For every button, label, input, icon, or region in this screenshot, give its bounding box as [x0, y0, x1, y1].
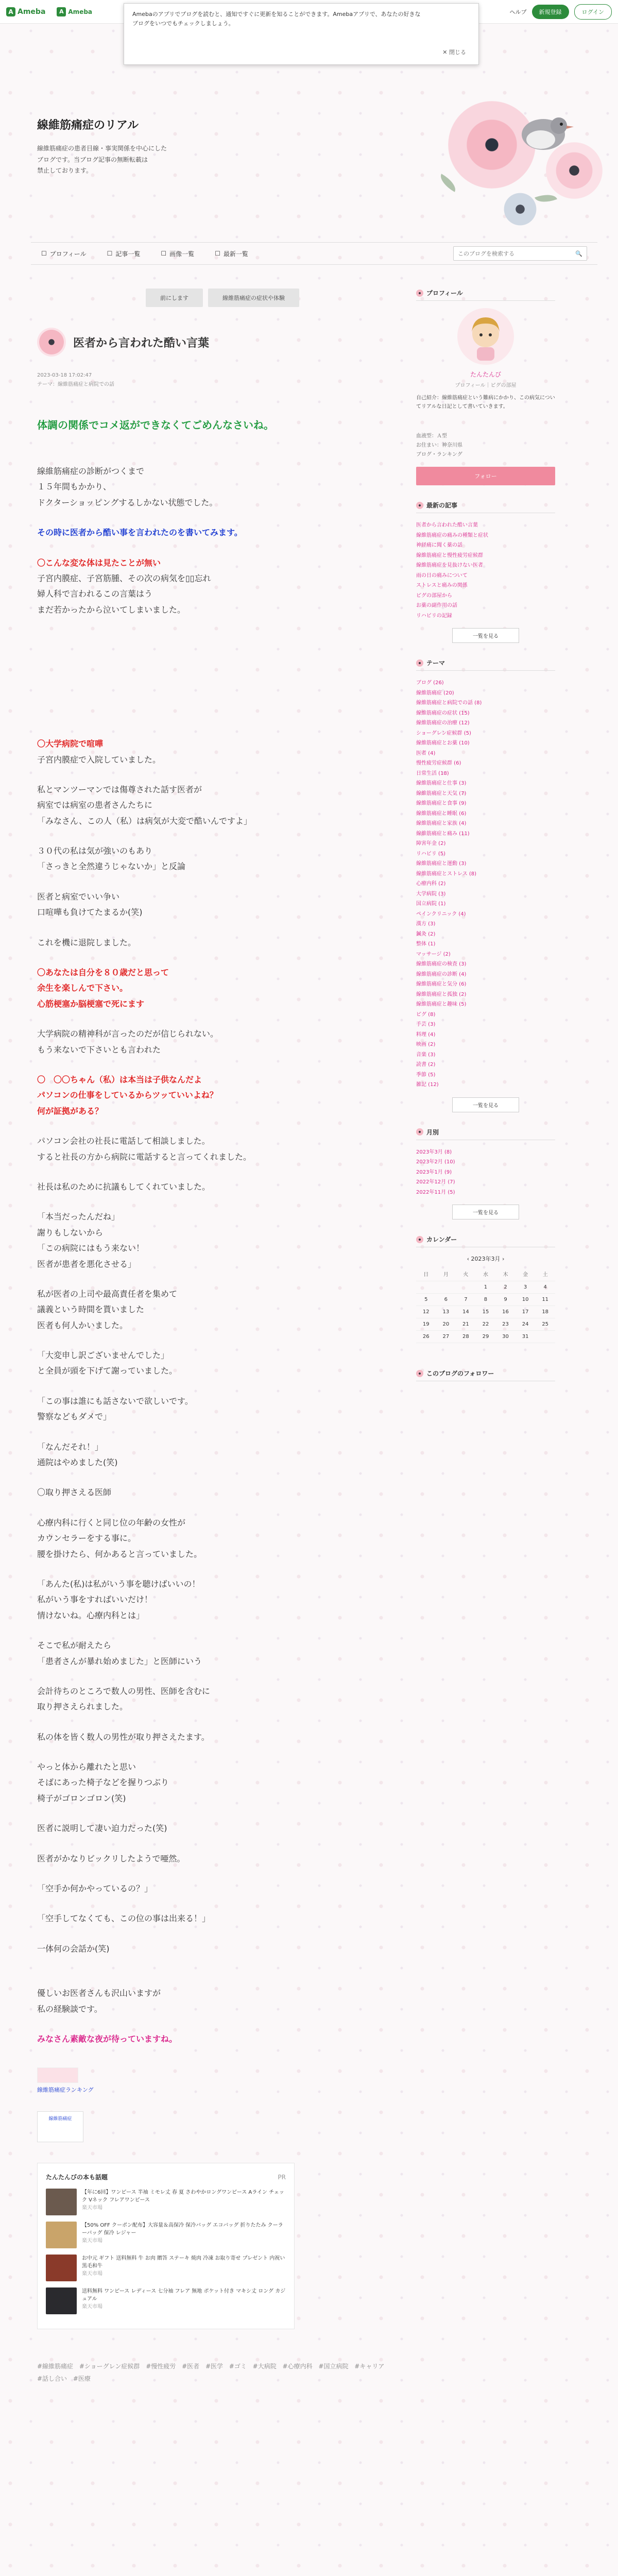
- nav-images[interactable]: ☐ 画像一覧: [161, 250, 195, 258]
- theme-item[interactable]: 心療内科 (2): [416, 881, 446, 887]
- entry-heading-4: 〇 〇〇ちゃん（私）は本当は子供なんだよ パソコンの仕事をしているからツッていいよね？ 何が証拠がある？: [37, 1074, 218, 1116]
- theme-item[interactable]: 読書 (2): [416, 1062, 436, 1067]
- calendar-section-title: カレンダー: [416, 1235, 555, 1247]
- recent-item[interactable]: 線維筋痛症と慢性疲労症候群: [416, 552, 483, 558]
- archive-item[interactable]: 2022年11月 (5): [416, 1189, 455, 1195]
- archive-list: [416, 1147, 555, 1198]
- ranking-link[interactable]: 線維筋痛症ランキング: [37, 2087, 94, 2094]
- calendar-day[interactable]: 26: [416, 1331, 436, 1343]
- blog-description: 線維筋痛症の患者目線・事実関係を中心にした ブログです。当ブログ記事の無断転載は 禁止しております。: [37, 145, 167, 175]
- blog-search-input[interactable]: [458, 250, 575, 257]
- entry-blue-line: その時に医者から酷い事を言われたのを書いてみます。: [37, 528, 243, 538]
- entry-date: 2023-03-18 17:02:47: [37, 372, 92, 378]
- theme-item[interactable]: 医者 (4): [416, 750, 436, 756]
- calendar-weekday: 土: [535, 1267, 555, 1281]
- calendar-day: [436, 1281, 456, 1294]
- theme-item[interactable]: 整体 (1): [416, 941, 436, 947]
- entry-lead: 体調の関係でコメ返ができなくてごめんなさいね。: [37, 419, 274, 431]
- theme-item[interactable]: ペインクリニック (4): [416, 911, 466, 917]
- calendar-day[interactable]: 5: [416, 1294, 436, 1306]
- theme-item[interactable]: 漢方 (3): [416, 921, 436, 927]
- calendar-day[interactable]: 28: [456, 1331, 476, 1343]
- login-button[interactable]: ログイン: [574, 4, 612, 20]
- theme-item[interactable]: ピグ (8): [416, 1011, 436, 1018]
- profile-section-title: プロフィール: [416, 289, 555, 301]
- entry-top-buttons: [37, 289, 387, 307]
- ameba-logo-text: Ameba: [18, 7, 46, 16]
- theme-item[interactable]: 線維筋痛症と家族 (4): [416, 821, 467, 826]
- ad-thumbnail: [46, 2189, 77, 2215]
- leaf-decoration: [437, 174, 459, 192]
- calendar-day[interactable]: 7: [456, 1294, 476, 1306]
- follower-section-title: このブログのフォロワー: [416, 1369, 555, 1381]
- calendar-day[interactable]: 25: [535, 1318, 555, 1331]
- ad-thumbnail: [46, 2287, 77, 2314]
- flower-icon: [416, 502, 423, 509]
- archive-item[interactable]: 2023年2月 (10): [416, 1159, 455, 1165]
- blog-title[interactable]: 線維筋痛症のリアル: [37, 119, 139, 132]
- sidebar: [416, 289, 555, 1388]
- recent-section-title: 最新の記事: [416, 501, 555, 513]
- theme-item[interactable]: 慢性疲労症候群 (6): [416, 760, 461, 766]
- calendar-day: [456, 1281, 476, 1294]
- recent-list: [416, 520, 555, 621]
- ameba-blog-icon: A: [57, 7, 66, 16]
- calendar-day[interactable]: 16: [495, 1306, 516, 1318]
- calendar-day[interactable]: 10: [516, 1294, 536, 1306]
- profile-avatar[interactable]: [457, 308, 514, 365]
- calendar-day[interactable]: 17: [516, 1306, 536, 1318]
- calendar-weekday: 月: [436, 1267, 456, 1281]
- entry-header: [37, 328, 387, 357]
- calendar-day[interactable]: 19: [416, 1318, 436, 1331]
- ad-item[interactable]: 送料無料 ワンピース レディース 七分袖 フレア 無地 ポケット付き マキシ丈 ロング カジュアル 楽天市場: [46, 2287, 286, 2314]
- calendar-day[interactable]: 23: [495, 1318, 516, 1331]
- profile-info: 血液型：Ａ型 お住まい：神奈川県 ブログ・ランキング: [416, 433, 462, 457]
- theme-item[interactable]: 雑記 (12): [416, 1082, 439, 1088]
- prev-entry-button[interactable]: 前にします: [146, 289, 203, 307]
- theme-item[interactable]: 線維筋痛症と病院での話 (8): [416, 700, 482, 706]
- ad-box-header: [46, 2172, 286, 2183]
- notice-close-button[interactable]: ✕ 閉じる: [442, 49, 466, 56]
- calendar-day[interactable]: 11: [535, 1294, 555, 1306]
- theme-item[interactable]: 手芸 (3): [416, 1022, 436, 1027]
- ranking-banner[interactable]: [37, 2067, 78, 2083]
- blog-nav: [31, 242, 597, 265]
- ad-thumbnail: [46, 2255, 77, 2281]
- calendar-day[interactable]: 6: [436, 1294, 456, 1306]
- theme-item[interactable]: マッサージ (2): [416, 951, 451, 957]
- calendar-day[interactable]: 8: [476, 1294, 496, 1306]
- theme-item[interactable]: 国立病院 (1): [416, 901, 446, 907]
- bird-illustration: [510, 106, 577, 158]
- calendar-day[interactable]: 4: [535, 1281, 555, 1294]
- recent-item[interactable]: 医者から言われた酷い言葉: [416, 522, 478, 528]
- ad-item[interactable]: 【年に6回】ワンピース 半袖 ミモレ丈 春 夏 さわやかロングワンピース Aライン チェック Vネック フレアワンピース 楽天市場: [46, 2189, 286, 2215]
- follow-button[interactable]: フォロー: [416, 467, 555, 485]
- calendar-day[interactable]: 3: [516, 1281, 536, 1294]
- theme-item[interactable]: 料理 (4): [416, 1031, 436, 1038]
- ameba-blog-logo-text: Ameba: [68, 8, 93, 15]
- ranking-badge[interactable]: 線維筋痛症: [37, 2111, 83, 2142]
- calendar-day: [535, 1331, 555, 1343]
- ad-box-pr-label: PR: [278, 2174, 286, 2181]
- calendar-day[interactable]: 31: [516, 1331, 536, 1343]
- theme-item[interactable]: 線維筋痛症と食事 (9): [416, 801, 467, 806]
- theme-item[interactable]: 音楽 (3): [416, 1052, 436, 1058]
- archive-section-title: 月別: [416, 1128, 555, 1140]
- entry-heading-2: 〇大学病院で喧嘩: [37, 739, 104, 749]
- ad-box: [37, 2163, 295, 2329]
- calendar-day[interactable]: 29: [476, 1331, 496, 1343]
- theme-item[interactable]: 線維筋痛症の検査 (3): [416, 961, 467, 967]
- recent-item[interactable]: 神経痛に聞く薬の話: [416, 543, 462, 548]
- calendar-day[interactable]: 9: [495, 1294, 516, 1306]
- theme-item[interactable]: 線維筋痛症と孤独 (2): [416, 991, 467, 997]
- recent-item[interactable]: 雨の日の痛みについて: [416, 572, 468, 579]
- theme-item[interactable]: 線維筋痛症の症状 (15): [416, 710, 470, 716]
- entry-main: [37, 289, 387, 2385]
- theme-item[interactable]: 線維筋痛症と痛み (11): [416, 831, 470, 837]
- theme-item[interactable]: 線維筋痛症の治療 (12): [416, 720, 470, 726]
- nav-latest[interactable]: ☐ 最新一覧: [215, 250, 248, 258]
- theme-item[interactable]: 線維筋痛症の診断 (4): [416, 971, 467, 977]
- entry-heading-1: 〇こんな変な体は見たことが無い: [37, 557, 161, 568]
- archive-item[interactable]: 2023年1月 (9): [416, 1169, 452, 1175]
- ameba-blog-logo[interactable]: [57, 7, 92, 16]
- calendar-day[interactable]: 12: [416, 1306, 436, 1318]
- calendar-weekday: 火: [456, 1267, 476, 1281]
- theme-item[interactable]: 線維筋痛症と睡眠 (6): [416, 810, 467, 817]
- entry-title[interactable]: 医者から言われた酷い言葉: [73, 336, 210, 350]
- entry-body: 体調の関係でコメ返ができなくてごめんなさいね。 線維筋痛症の診断がつくまで １５年間もかかり、 ドクターショッピングするしかない状態でした。 その時に医者から酷い事を言われたのを書いてみます。 〇こんな変な体は見たことが無い 子宮内膜症、子宮筋腫、その次の病気を▯▯忘れ 婦人科で言われるこの言葉はう まだ若かったから泣いてしまいました。 〇大学病院で喧嘩 子宮内膜症で入院していました。 私とマンツーマンでは傷尊された話す医者が 病室では病室の患者さんたちに 「みなさん、この人（私）は病気が大変で酷いんですよ」 ３０代の私は気が強いのもあり 「さっきと全然違うじゃないか」と反論 医者と病室でいい争い 口喧嘩も負けてたまるか(笑) これを機に退院しました。 〇あなたは自分を８０歳だと思って 余生を楽しんで下さい。 心筋梗塞か脳梗塞で死にます 大学病院の精神科が言ったのだが信じられない。 もう来ないで下さいとも言われた 〇 〇〇ちゃん（私）は本当は子供なんだよ パソコンの仕事をしているからツッていいよね？ 何が証拠がある？ パソコン会社の社長に電話して相談しました。 すると社長の方から病院に電話すると言ってくれました。 社長は私のために抗議もしてくれていました。 「本当だったんだね」 謝りもしないから 「この病院にはもう来ない！ 医者が患者を悪化させる」 私が医者の上司や最高責任者を集めて 議義という時間を貰いました 医者も何人かいました。 「大変申し訳ございませんでした」 と全員が頭を下げて謝っていました。 「この事は誰にも話さないで欲しいです。 警察などもダメで」 「なんだそれ！」 通院はやめました(笑) 〇取り押さえる医師 心療内科に行くと同じ位の年齢の女性が カウンセラーをする事に。 腰を掛けたら、何かあると言っていました。 「あんた(私)は私がいう事を聴けばいいの！ 私がいう事をすればいいだけ！ 情けないね。心療内科とは」 そこで私が耐えたら 「患者さんが暴れ始めました」と医師にいう 会計待ちのところで数人の男性、医師を含むに 取り押さえられました。 私の体を皆く数人の男性が取り押さえたます。 やっと体から離れたと思い そばにあった椅子などを握りつぶり 椅子がゴロンゴロン(笑) 医者に説明して凄い迫力だった(笑) 医者がかなりビックリしたようで唖然。 「空手か何かやっているの？」 「空手してなくても、この位の事は出来る！」 一体何の会話か(笑) 優しいお医者さんも沢山いますが 私の経験談です。 みなさん素敵な夜が待っていますね。 線維筋痛症ランキング 線維筋痛症 たんたんびの本も話題 PR 【年に6回】ワンピース 半袖 ミモレ丈 春 夏 さわやかロングワンピース Aライン チェック Vネック フレアワンピース 楽天市場 【50% OFF クーポン配布】大容量＆高保冷 保冷バッグ エコバッグ 折りたたみ クーラーバッグ 保冷 レジャー 楽天市場 お中元 ギフト 送料無料 牛 お肉 贈答 ステーキ 焼肉 冷凍 お取り寄せ プレゼント 内祝い 黒毛和牛 楽天市場 送料無料 ワンピース レディース 七分袖 フレア 無地 ポケット付き マキシ丈 ロング カジュアル 楽天市場 #線維筋痛症 #ショーグレン症候群 #慢性疲労 #医者 #医学 #ゴミ #大病院 #心療内科 #国立病院 #キャリア #話し合い #医療: [37, 415, 387, 2385]
- calendar-month: ‹ 2023年3月 ›: [467, 1256, 505, 1262]
- avatar-illustration: [457, 308, 514, 365]
- theme-item[interactable]: 線維筋痛症と仕事 (3): [416, 781, 467, 786]
- calendar-day[interactable]: 1: [476, 1281, 496, 1294]
- calendar-weekday: 金: [516, 1267, 536, 1281]
- calendar-day[interactable]: 24: [516, 1318, 536, 1331]
- ad-item[interactable]: 【50% OFF クーポン配布】大容量＆高保冷 保冷バッグ エコバッグ 折りたたみ クーラーバッグ 保冷 レジャー 楽天市場: [46, 2222, 286, 2248]
- calendar-day[interactable]: 22: [476, 1318, 496, 1331]
- theme-item[interactable]: 季節 (5): [416, 1072, 436, 1078]
- theme-item[interactable]: 大学病院 (3): [416, 891, 446, 897]
- calendar: [416, 1267, 555, 1343]
- notice-line-2: ブログをいつでもチェックしましょう。: [132, 20, 234, 27]
- calendar-day[interactable]: 21: [456, 1318, 476, 1331]
- blog-header: [0, 24, 618, 219]
- register-button[interactable]: 新規登録: [532, 5, 569, 19]
- theme-item[interactable]: 線維筋痛症と気分 (6): [416, 981, 467, 987]
- profile-text: 自己紹介：線維筋痛症という難病にかかり、この病気についてリアルな日記として書いていきます。: [416, 395, 555, 410]
- recent-more-button[interactable]: 一覧を見る: [452, 628, 519, 643]
- recent-item[interactable]: 線維筋痛症を見抜けない医者: [416, 563, 483, 568]
- theme-item[interactable]: リハビリ (5): [416, 851, 446, 857]
- flower-icon: [416, 659, 423, 667]
- flower-icon: [416, 1370, 423, 1377]
- theme-more-button[interactable]: 一覧を見る: [452, 1097, 519, 1112]
- reblog-ranking: [37, 2067, 387, 2096]
- archive-item[interactable]: 2022年12月 (7): [416, 1179, 455, 1185]
- theme-item[interactable]: 線維筋痛症とお薬 (10): [416, 740, 470, 746]
- list-icon: ☐: [107, 250, 113, 257]
- blog-search: [453, 246, 587, 261]
- theme-item[interactable]: 線維筋痛症と運動 (3): [416, 861, 467, 867]
- calendar-weekday: 木: [495, 1267, 516, 1281]
- calendar-weekday: 水: [476, 1267, 496, 1281]
- calendar-day[interactable]: 15: [476, 1306, 496, 1318]
- calendar-day[interactable]: 20: [436, 1318, 456, 1331]
- theme-button[interactable]: 線維筋痛症の症状や体験: [208, 289, 299, 307]
- entry-closing-line: みなさん素敵な夜が待っていますね。: [37, 2034, 178, 2044]
- theme-item[interactable]: ブログ (26): [416, 680, 444, 686]
- recent-item[interactable]: ピグの部屋から: [416, 592, 452, 599]
- theme-item[interactable]: 線維筋痛症とストレス (8): [416, 871, 477, 877]
- entry-hashtags[interactable]: #線維筋痛症 #ショーグレン症候群 #慢性疲労 #医者 #医学 #ゴミ #大病院 #心療内科 #国立病院 #キャリア #話し合い #医療: [37, 2363, 385, 2383]
- flower-icon: [416, 1236, 423, 1243]
- flower-icon: [416, 290, 423, 297]
- calendar-weekday: 日: [416, 1267, 436, 1281]
- ad-box-title: たんたんびの本も話題: [46, 2174, 108, 2181]
- theme-section-title: テーマ: [416, 658, 555, 671]
- theme-item[interactable]: 線維筋痛症 (20): [416, 690, 454, 696]
- entry-heading-3: 〇あなたは自分を８０歳だと思って 余生を楽しんで下さい。 心筋梗塞か脳梗塞で死にます: [37, 968, 169, 1009]
- top-right-actions: [510, 4, 612, 20]
- search-icon[interactable]: 🔍: [575, 250, 582, 257]
- recent-item[interactable]: リハビリの記録: [416, 613, 452, 619]
- ameba-logo[interactable]: [6, 7, 45, 16]
- ad-item[interactable]: お中元 ギフト 送料無料 牛 お肉 贈答 ステーキ 焼肉 冷凍 お取り寄せ プレゼント 内祝い 黒毛和牛 楽天市場: [46, 2255, 286, 2281]
- profile-sublinks[interactable]: プロフィール｜ピグの部屋: [455, 383, 517, 388]
- calendar-day: [416, 1281, 436, 1294]
- theme-item[interactable]: 線維筋痛症と天気 (7): [416, 790, 467, 796]
- ad-thumbnail: [46, 2222, 77, 2248]
- theme-item[interactable]: 映画 (2): [416, 1042, 436, 1047]
- theme-item[interactable]: 障害年金 (2): [416, 841, 446, 846]
- nav-entries[interactable]: ☐ 記事一覧: [107, 250, 141, 258]
- calendar-day[interactable]: 18: [535, 1306, 555, 1318]
- calendar-day[interactable]: 13: [436, 1306, 456, 1318]
- recent-item[interactable]: 線維筋痛症の痛みの種類と症状: [416, 532, 488, 538]
- archive-item[interactable]: 2023年3月 (8): [416, 1149, 452, 1155]
- notice-line-1: Amebaのアプリでブログを読むと、通知ですぐに更新を知ることができます。Amebaアプリで、あなたの好きな: [132, 11, 421, 18]
- flower-illustration-blue: [500, 189, 541, 230]
- recent-item[interactable]: お薬の副作用の話: [416, 603, 457, 608]
- calendar-day[interactable]: 30: [495, 1331, 516, 1343]
- entry-avatar: [37, 328, 66, 357]
- profile-name[interactable]: たんたんび: [470, 371, 501, 378]
- entry-meta: [37, 371, 387, 389]
- theme-list: [416, 678, 555, 1090]
- ameba-logo-icon: A: [6, 7, 15, 16]
- theme-item[interactable]: 線維筋痛症と趣味 (5): [416, 1002, 467, 1007]
- profile-icon: ☐: [41, 250, 47, 257]
- recent-item[interactable]: ストレスと痛みの関係: [416, 583, 468, 588]
- calendar-day[interactable]: 2: [495, 1281, 516, 1294]
- theme-item[interactable]: 日常生活 (18): [416, 770, 449, 776]
- calendar-day[interactable]: 14: [456, 1306, 476, 1318]
- image-icon: ☐: [161, 250, 167, 257]
- help-link[interactable]: ヘルプ: [509, 8, 527, 15]
- archive-more-button[interactable]: 一覧を見る: [452, 1205, 519, 1219]
- entry-theme-link[interactable]: テーマ：線維筋痛症と病院での話: [37, 382, 114, 387]
- nav-profile[interactable]: ☐ プロフィール: [41, 250, 87, 258]
- latest-icon: ☐: [215, 250, 220, 257]
- calendar-day[interactable]: 27: [436, 1331, 456, 1343]
- theme-item[interactable]: 鍼灸 (2): [416, 931, 436, 937]
- theme-item[interactable]: ショーグレン症候群 (5): [416, 730, 471, 736]
- flower-icon: [416, 1128, 423, 1136]
